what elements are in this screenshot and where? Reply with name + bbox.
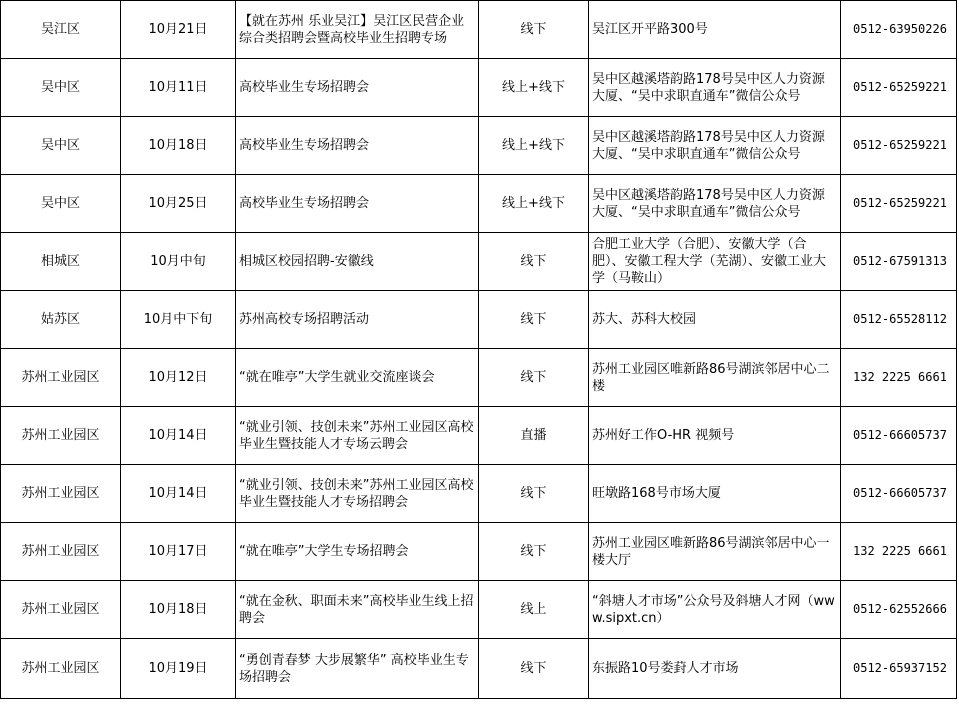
district-cell: 苏州工业园区 [1, 465, 121, 523]
mode-cell: 线下 [479, 349, 589, 407]
event-name-cell: 高校毕业生专场招聘会 [236, 175, 479, 233]
date-cell: 10月中下旬 [121, 291, 236, 349]
date-cell: 10月中旬 [121, 233, 236, 291]
location-cell: “斜塘人才市场”公众号及斜塘人才网（www.sipxt.cn） [589, 581, 841, 639]
date-cell: 10月25日 [121, 175, 236, 233]
phone-cell: 132 2225 6661 [841, 349, 957, 407]
table-row [1, 523, 957, 581]
date-cell: 10月14日 [121, 407, 236, 465]
event-name-cell: 高校毕业生专场招聘会 [236, 117, 479, 175]
table-row [1, 291, 957, 349]
district-cell: 相城区 [1, 233, 121, 291]
district-cell: 吴江区 [1, 1, 121, 59]
event-name-cell: “就在金秋、职面未来”高校毕业生线上招聘会 [236, 581, 479, 639]
district-cell: 苏州工业园区 [1, 581, 121, 639]
location-cell: 苏大、苏科大校园 [589, 291, 841, 349]
table-row [1, 639, 957, 699]
mode-cell: 线上+线下 [479, 175, 589, 233]
phone-cell: 0512-67591313 [841, 233, 957, 291]
event-name-cell: 【就在苏州 乐业吴江】吴江区民营企业综合类招聘会暨高校毕业生招聘专场 [236, 1, 479, 59]
phone-cell: 0512-65259221 [841, 175, 957, 233]
event-name-cell: 苏州高校专场招聘活动 [236, 291, 479, 349]
district-cell: 苏州工业园区 [1, 639, 121, 699]
table-row [1, 581, 957, 639]
event-name-cell: “就业引领、技创未来”苏州工业园区高校毕业生暨技能人才专场云聘会 [236, 407, 479, 465]
mode-cell: 线上+线下 [479, 59, 589, 117]
location-cell: 旺墩路168号市场大厦 [589, 465, 841, 523]
mode-cell: 线下 [479, 291, 589, 349]
district-cell: 吴中区 [1, 59, 121, 117]
table-row [1, 407, 957, 465]
location-cell: 吴中区越溪塔韵路178号吴中区人力资源大厦、“吴中求职直通车”微信公众号 [589, 117, 841, 175]
phone-cell: 0512-65937152 [841, 639, 957, 699]
location-cell: 吴中区越溪塔韵路178号吴中区人力资源大厦、“吴中求职直通车”微信公众号 [589, 175, 841, 233]
date-cell: 10月17日 [121, 523, 236, 581]
location-cell: 苏州工业园区唯新路86号湖滨邻居中心一楼大厅 [589, 523, 841, 581]
mode-cell: 线下 [479, 233, 589, 291]
event-name-cell: “就在唯亭”大学生专场招聘会 [236, 523, 479, 581]
table-row [1, 117, 957, 175]
location-cell: 苏州工业园区唯新路86号湖滨邻居中心二楼 [589, 349, 841, 407]
phone-cell: 0512-65528112 [841, 291, 957, 349]
phone-cell: 0512-63950226 [841, 1, 957, 59]
table-row [1, 465, 957, 523]
location-cell: 合肥工业大学（合肥）、安徽大学（合肥）、安徽工程大学（芜湖）、安徽工业大学（马鞍山） [589, 233, 841, 291]
location-cell: 东振路10号娄葑人才市场 [589, 639, 841, 699]
mode-cell: 线下 [479, 639, 589, 699]
date-cell: 10月14日 [121, 465, 236, 523]
district-cell: 苏州工业园区 [1, 523, 121, 581]
date-cell: 10月11日 [121, 59, 236, 117]
district-cell: 吴中区 [1, 175, 121, 233]
mode-cell: 线下 [479, 465, 589, 523]
location-cell: 吴江区开平路300号 [589, 1, 841, 59]
event-name-cell: “就在唯亭”大学生就业交流座谈会 [236, 349, 479, 407]
table-row [1, 59, 957, 117]
date-cell: 10月18日 [121, 581, 236, 639]
phone-cell: 0512-65259221 [841, 117, 957, 175]
district-cell: 苏州工业园区 [1, 349, 121, 407]
district-cell: 姑苏区 [1, 291, 121, 349]
phone-cell: 0512-65259221 [841, 59, 957, 117]
location-cell: 吴中区越溪塔韵路178号吴中区人力资源大厦、“吴中求职直通车”微信公众号 [589, 59, 841, 117]
event-name-cell: 高校毕业生专场招聘会 [236, 59, 479, 117]
table-row [1, 175, 957, 233]
mode-cell: 线上 [479, 581, 589, 639]
table-body [1, 1, 957, 699]
date-cell: 10月12日 [121, 349, 236, 407]
district-cell: 吴中区 [1, 117, 121, 175]
mode-cell: 线下 [479, 1, 589, 59]
mode-cell: 线上+线下 [479, 117, 589, 175]
location-cell: 苏州好工作O-HR 视频号 [589, 407, 841, 465]
table-row [1, 233, 957, 291]
district-cell: 苏州工业园区 [1, 407, 121, 465]
event-name-cell: 相城区校园招聘-安徽线 [236, 233, 479, 291]
table-row [1, 349, 957, 407]
event-name-cell: “勇创青春梦 大步展繁华” 高校毕业生专场招聘会 [236, 639, 479, 699]
phone-cell: 132 2225 6661 [841, 523, 957, 581]
phone-cell: 0512-66605737 [841, 407, 957, 465]
phone-cell: 0512-66605737 [841, 465, 957, 523]
mode-cell: 线下 [479, 523, 589, 581]
date-cell: 10月21日 [121, 1, 236, 59]
event-name-cell: “就业引领、技创未来”苏州工业园区高校毕业生暨技能人才专场招聘会 [236, 465, 479, 523]
date-cell: 10月18日 [121, 117, 236, 175]
table-row [1, 1, 957, 59]
phone-cell: 0512-62552666 [841, 581, 957, 639]
mode-cell: 直播 [479, 407, 589, 465]
date-cell: 10月19日 [121, 639, 236, 699]
